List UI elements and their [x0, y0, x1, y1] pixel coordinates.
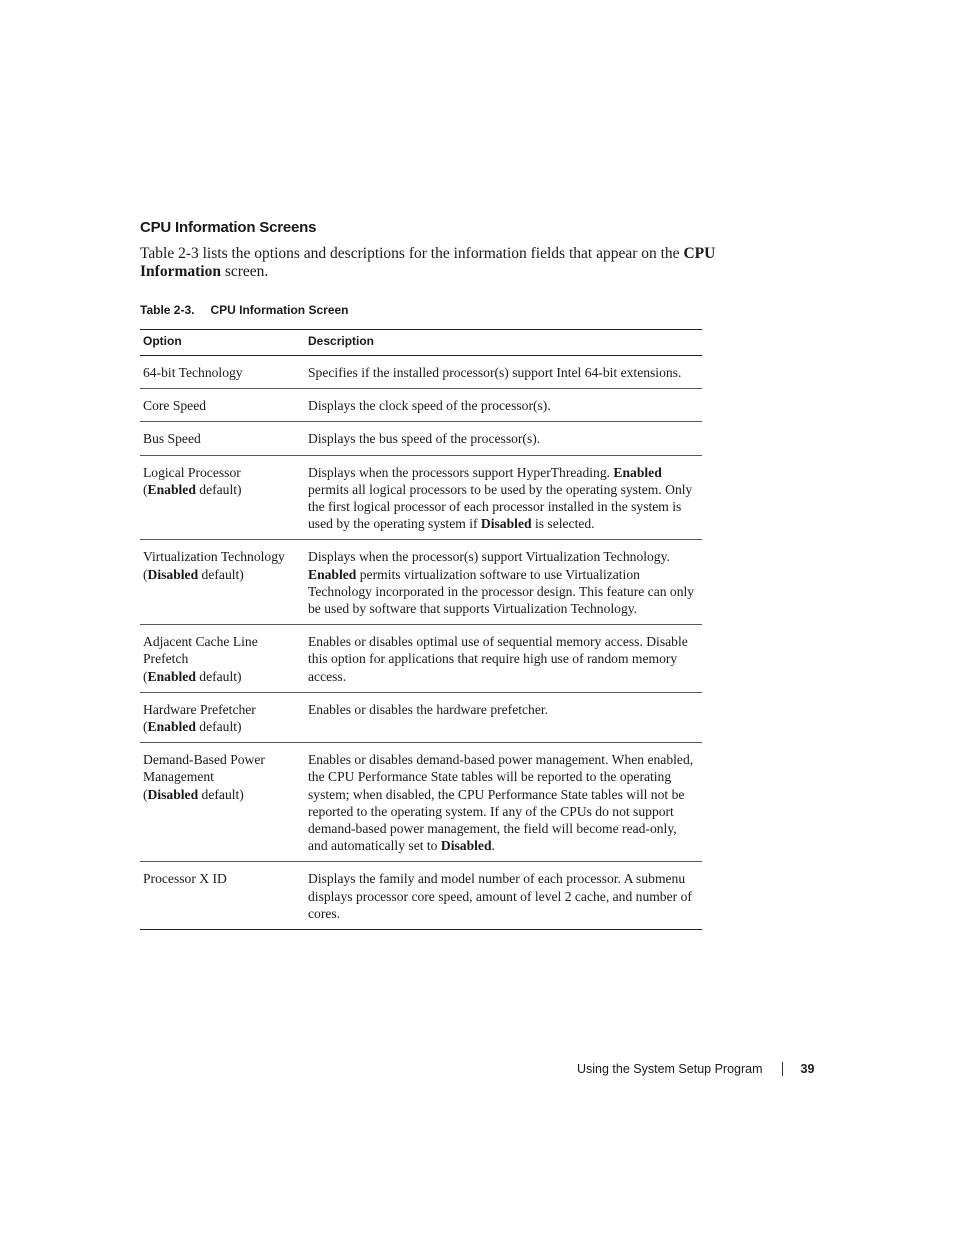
intro-paragraph: Table 2-3 lists the options and descriptions for the information fields that appear on the CPU Information screen.: [140, 245, 716, 280]
option-cell: 64-bit Technology: [143, 365, 243, 380]
table-row: [140, 389, 702, 422]
description-cell: Enables or disables the hardware prefetcher.: [308, 701, 549, 717]
option-cell: Hardware Prefetcher (Enabled default): [143, 701, 256, 735]
footer-section-name: Using the System Setup Program: [577, 1062, 763, 1076]
table-row: [140, 692, 702, 742]
description-cell: Displays when the processors support HyperThreading. Enabled permits all logical processors to be used by the operating system. Only the first logical processor of each processor installed in the system is used by the operating system if Disabled is selected.: [308, 464, 693, 532]
description-cell: Displays the bus speed of the processor(s).: [308, 431, 541, 447]
option-cell: Logical Processor (Enabled default): [143, 464, 242, 497]
description-cell: Enables or disables demand-based power management. When enabled, the CPU Performance State tables will be reported to the operating system; when disabled, the CPU Performance State tables will not be reported to the operating system. If any of the CPUs do not support demand-based power management, the field will become read-only, and automatically set to Disabled.: [308, 752, 694, 854]
cpu-information-table: [140, 329, 702, 930]
table-caption: [140, 303, 349, 317]
option-cell: Processor X ID: [143, 871, 227, 887]
table-header-row: [140, 330, 702, 356]
description-cell: Specifies if the installed processor(s) support Intel 64-bit extensions.: [308, 365, 682, 380]
option-cell: Bus Speed: [143, 431, 201, 447]
option-cell: Adjacent Cache Line Prefetch (Enabled default): [143, 634, 258, 684]
table-row: [140, 862, 702, 930]
table-row: [140, 422, 702, 455]
page-number: 39: [800, 1062, 815, 1076]
table-row: [140, 625, 702, 693]
option-cell: Core Speed: [143, 398, 207, 414]
table-caption-title: CPU Information Screen: [210, 303, 349, 317]
intro-bold-term: CPU Information: [140, 245, 716, 280]
description-cell: Displays the family and model number of each processor. A submenu displays processor core speed, amount of level 2 cache, and number of cores.: [308, 871, 692, 921]
option-cell: Demand-Based Power Management (Disabled default): [143, 752, 265, 802]
option-cell: Virtualization Technology (Disabled default): [143, 549, 285, 582]
table-row: [140, 455, 702, 540]
description-cell: Displays the clock speed of the processor(s).: [308, 398, 551, 414]
section-heading: CPU Information Screens: [140, 219, 317, 236]
table-row: [140, 540, 702, 625]
header-option: Option: [143, 334, 182, 348]
description-cell: Enables or disables optimal use of sequential memory access. Disable this option for applications that require high use of random memory access.: [308, 634, 688, 684]
table-row: [140, 743, 702, 862]
footer-divider: [782, 1062, 783, 1076]
description-cell: Displays when the processor(s) support Virtualization Technology. Enabled permits virtualization software to use Virtualization Technology incorporated in the processor design. This feature can only be used by software that supports Virtualization Technology.: [308, 549, 695, 617]
table-caption-number: Table 2-3.: [140, 303, 195, 317]
header-description: Description: [308, 334, 375, 348]
page-footer: [577, 1062, 814, 1076]
table-row: [140, 356, 702, 389]
